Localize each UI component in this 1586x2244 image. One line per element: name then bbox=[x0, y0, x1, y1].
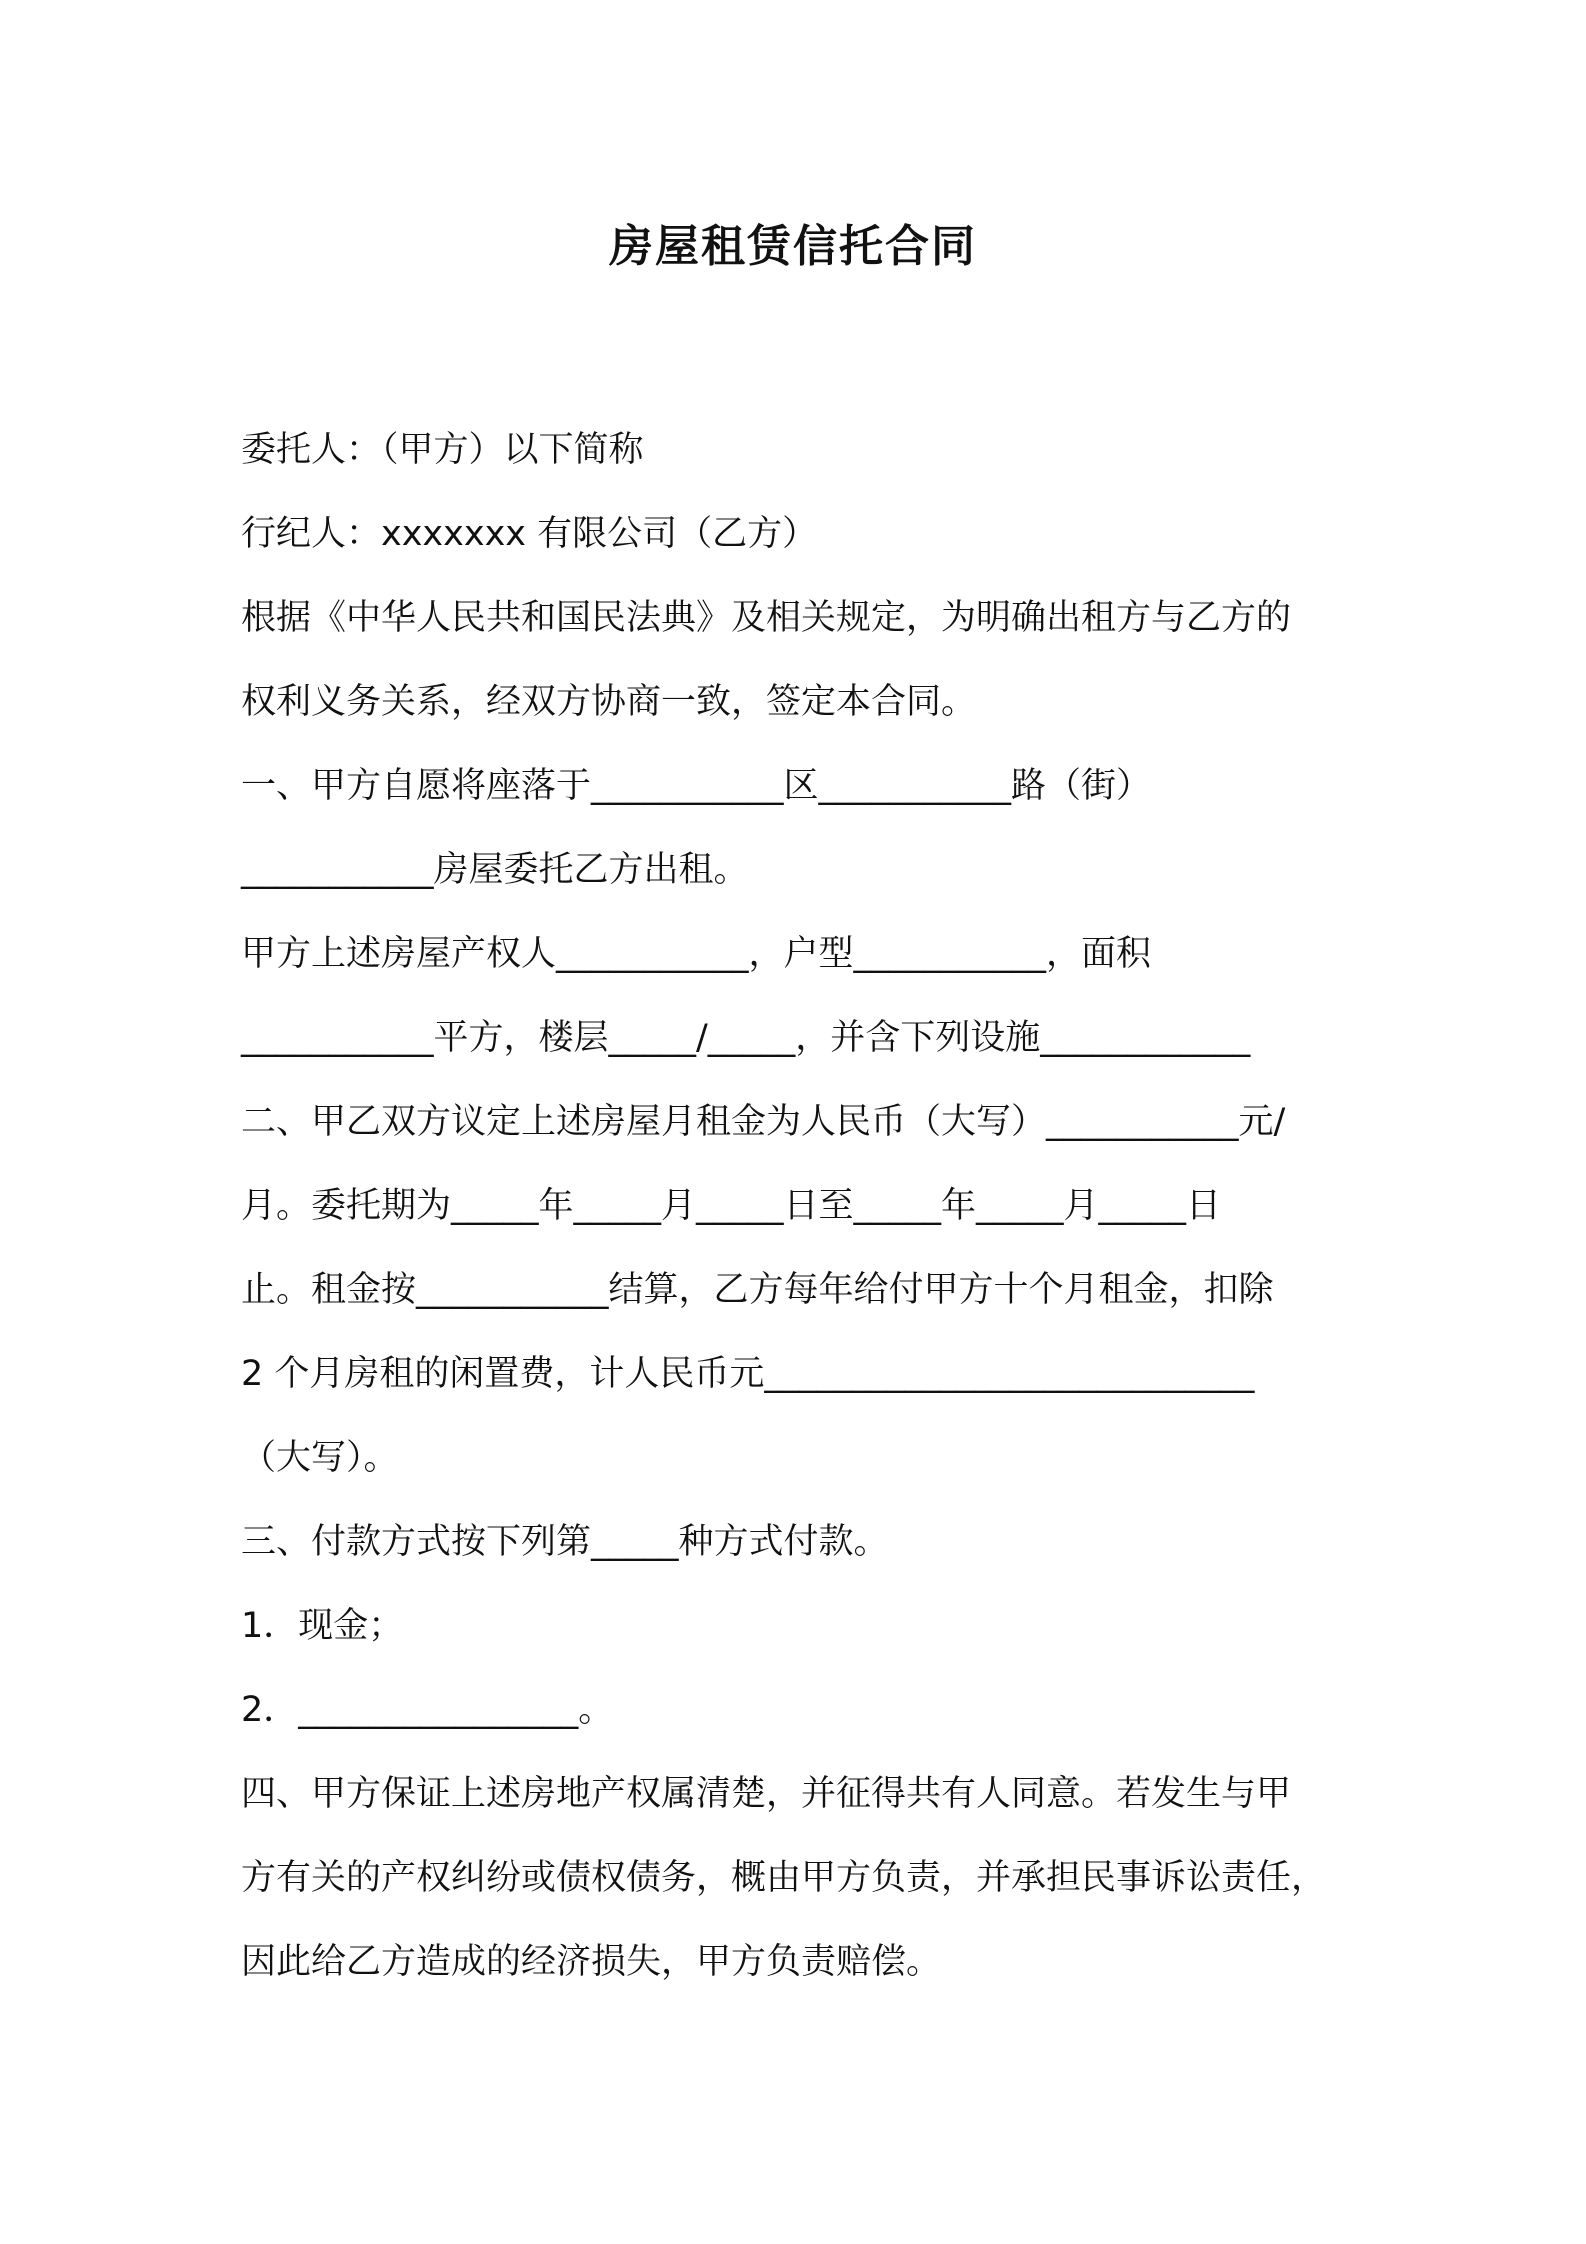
clause-3-option-2: 2．________________。 bbox=[241, 1690, 614, 1730]
clause-2-line-4: 2 个月房租的闲置费，计人民币元____________________________ bbox=[241, 1354, 1255, 1394]
clause-2-line-2: 月。委托期为_____年_____月_____日至_____年_____月_____日 bbox=[241, 1186, 1222, 1226]
body-line-agent: 行纪人：xxxxxxx 有限公司（乙方） bbox=[241, 514, 818, 554]
body-line-basis-2: 权利义务关系，经双方协商一致，签定本合同。 bbox=[241, 682, 977, 722]
clause-4-line-1: 四、甲方保证上述房地产权属清楚，并征得共有人同意。若发生与甲 bbox=[241, 1774, 1292, 1814]
document-title: 房屋租赁信托合同 bbox=[609, 221, 977, 272]
document-body bbox=[241, 408, 1361, 2004]
clause-3-line-1: 三、付款方式按下列第_____种方式付款。 bbox=[241, 1522, 889, 1562]
body-line-basis-1: 根据《中华人民共和国民法典》及相关规定，为明确出租方与乙方的 bbox=[241, 598, 1292, 638]
clause-2-line-1: 二、甲乙双方议定上述房屋月租金为人民币（大写）___________元/ bbox=[241, 1102, 1286, 1142]
clause-3-option-1: 1．现金； bbox=[241, 1606, 404, 1646]
clause-4-line-2: 方有关的产权纠纷或债权债务，概由甲方负责，并承担民事诉讼责任， bbox=[241, 1858, 1327, 1898]
clause-4-line-3: 因此给乙方造成的经济损失，甲方负责赔偿。 bbox=[241, 1942, 942, 1982]
clause-1-line-2: ___________房屋委托乙方出租。 bbox=[241, 850, 749, 890]
clause-1-line-3: 甲方上述房屋产权人___________，户型___________，面积 bbox=[241, 934, 1152, 974]
body-line-principal: 委托人：（甲方）以下简称 bbox=[241, 430, 644, 470]
clause-2-line-5: （大写）。 bbox=[241, 1438, 399, 1478]
clause-1-line-1: 一、甲方自愿将座落于___________区___________路（街） bbox=[241, 766, 1152, 806]
clause-2-line-3: 止。租金按___________结算，乙方每年给付甲方十个月租金，扣除 bbox=[241, 1270, 1274, 1310]
clause-1-line-4: ___________平方，楼层_____/_____，并含下列设施____________ bbox=[241, 1018, 1251, 1058]
